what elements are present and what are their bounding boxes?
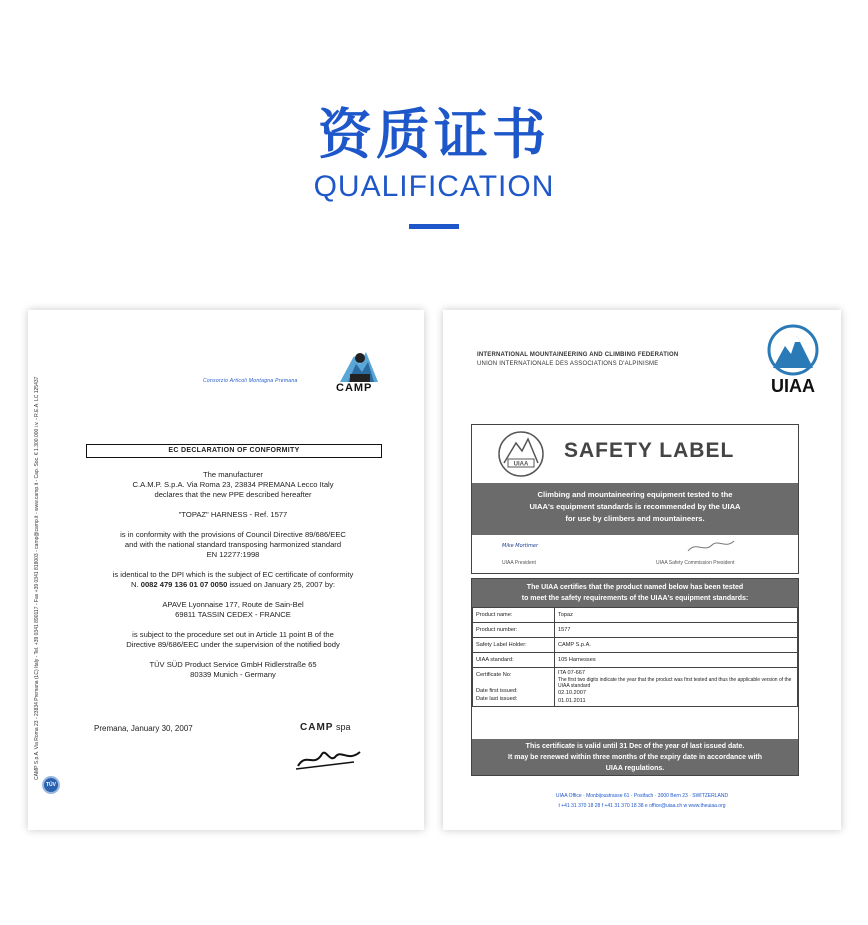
- table-row: Product name: Topaz: [473, 608, 798, 623]
- federation-english: INTERNATIONAL MOUNTAINEERING AND CLIMBING FEDERATION: [477, 352, 679, 358]
- president-label: UIAA President: [502, 560, 536, 566]
- paragraph-notified-body: TÜV SÜD Product Service GmbH Ridlerstraße 65 80339 Munich - Germany: [149, 660, 317, 679]
- certifies-band: The UIAA certifies that the product named below has been tested to meet the safety requirements of the UIAA's equipment standards:: [472, 579, 798, 607]
- safety-commission-label: UIAA Safety Commission President: [656, 560, 735, 566]
- paragraph-manufacturer: The manufacturer C.A.M.P. S.p.A. Via Roma 23, 23834 PREMANA Lecco Italy declares that the new PPE described hereafter: [132, 470, 334, 499]
- uiaa-seal-icon: [496, 429, 546, 479]
- uiaa-wordmark: UIAA: [771, 376, 815, 396]
- company-stamp: CAMP spa: [300, 722, 351, 733]
- uiaa-office-address: UIAA Office · Monbijoustrasse 61 · Postfach · 3000 Bern 23 · SWITZERLAND: [555, 793, 729, 799]
- page-subtitle: QUALIFICATION: [313, 170, 555, 203]
- signature-icon: [294, 742, 364, 772]
- uiaa-safety-label-certificate: [443, 310, 841, 830]
- title-underline: [409, 224, 459, 229]
- page-title: 资质证书: [318, 103, 550, 166]
- side-vertical-text: CAMP S.p.A. Via Roma 23 - 23834 Premana (LC) Italy - Tel. +39 0341 890117 - Fax +39 0341 818003 - camp@camp.it - www.camp.it - Cap. Soc. € 1.300.000 i.v. - R.E.A. LC 125437: [34, 376, 40, 780]
- president-signature: Mike Mortimer: [502, 543, 539, 549]
- uiaa-contact-line: t +41 31 370 18 28 f +41 31 370 18 38 e office@uiaa.ch w www.theuiaa.org: [558, 803, 726, 809]
- ec-declaration-certificate: [28, 310, 424, 830]
- declaration-body: [68, 470, 398, 690]
- table-row: Product number: 1577: [473, 623, 798, 638]
- validity-band: This certificate is valid until 31 Dec of the year of last issued date. It may be renewed within three months of the expiry date in accordance with UIAA regulations.: [472, 739, 798, 775]
- product-info-table: [472, 607, 798, 707]
- safety-statement-band: Climbing and mountaineering equipment tested to the UIAA's equipment standards is recommended by the UIAA for use by climbers and mountaineers.: [472, 483, 798, 535]
- certificate-number: 0082 479 136 01 07 0050: [140, 580, 228, 589]
- paragraph-issuer: APAVE Lyonnaise 177, Route de Sain-Bel 69811 TASSIN CEDEX - FRANCE: [162, 600, 304, 619]
- consortium-line: Consorzio Articoli Montagna Premana: [203, 378, 298, 384]
- paragraph-procedure: is subject to the procedure set out in Article 11 point B of the Directive 89/686/EEC under the supervision of the notified body: [126, 630, 340, 649]
- safety-label-box: [471, 424, 799, 574]
- paragraph-product: "TOPAZ" HARNESS - Ref. 1577: [178, 510, 288, 519]
- camp-mountain-icon: [338, 348, 380, 384]
- camp-wordmark: CAMP: [336, 382, 373, 394]
- camp-logo: [332, 344, 388, 404]
- declaration-title: EC DECLARATION OF CONFORMITY: [86, 444, 382, 458]
- paragraph-conformity: is in conformity with the provisions of Council Directive 89/686/EEC and with the national standard transposing harmonized standard EN 12277:1998: [120, 530, 346, 559]
- table-row: Certificate No: Date first issued: Date last issued: ITA 07-667 The first two digits indicate the year that the product was first tested and thus the applicable version of the UIAA standard 02.10.2007 01.01.2011: [473, 668, 798, 707]
- federation-french: UNION INTERNATIONALE DES ASSOCIATIONS D'ALPINISME: [477, 361, 659, 367]
- uiaa-mountain-icon: [761, 324, 825, 376]
- certification-info-box: [471, 578, 799, 776]
- tuv-seal-icon: TÜV: [42, 776, 60, 794]
- declaration-date: Premana, January 30, 2007: [94, 724, 193, 733]
- uiaa-logo: [761, 324, 825, 404]
- seal-text: UIAA: [513, 461, 529, 468]
- commission-signature-icon: [686, 537, 736, 555]
- table-row: UIAA standard: 105 Harnesses: [473, 653, 798, 668]
- table-row: Safety Label Holder: CAMP S.p.A.: [473, 638, 798, 653]
- safety-label-title: SAFETY LABEL: [564, 439, 735, 462]
- paragraph-certificate: is identical to the DPI which is the subject of EC certificate of conformity N. 0082 479 136 01 07 0050 issued on January 25, 2007 by:: [112, 570, 354, 589]
